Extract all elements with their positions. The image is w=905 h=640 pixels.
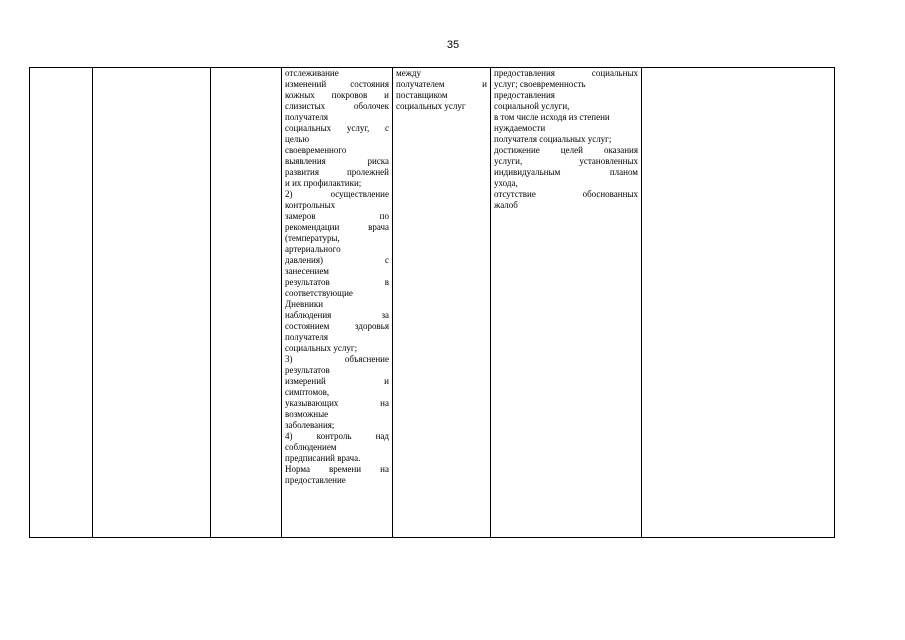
cell-text-line: поставщиком [396, 90, 448, 100]
table-cell-interaction [393, 68, 491, 538]
cell-text-line: занесением [285, 266, 330, 276]
page-number: 35 [446, 39, 460, 51]
cell-text-line: Дневники [285, 299, 324, 309]
table-cell-7 [642, 68, 835, 538]
cell-text-line: индивидуальным планом [494, 167, 638, 177]
cell-text-line: наблюдения за [285, 310, 389, 320]
cell-text-line: получателем и [396, 79, 487, 89]
cell-text-line: рекомендации врача [285, 222, 389, 232]
cell-text-line: контрольных [285, 200, 336, 210]
cell-text-line: социальных услуг; [285, 343, 358, 353]
cell-text-line: соблюдением [285, 442, 337, 452]
cell-text-line: давления) с [285, 255, 389, 265]
cell-text-line: соответствующие [285, 288, 353, 298]
cell-text-line: услуги, установленных [494, 156, 638, 166]
cell-text-line: предоставления [494, 90, 555, 100]
cell-text-line: социальных услуг [396, 101, 466, 111]
cell-text-line: артериального [285, 244, 341, 254]
cell-text-line: и их профилактики; [285, 178, 362, 188]
cell-text-line: целью [285, 134, 310, 144]
cell-text-line: предоставления социальных [494, 68, 638, 78]
cell-text-line: Норма времени на [285, 464, 389, 474]
cell-text-line: слизистых оболочек [285, 101, 389, 111]
cell-text-line: измерений и [285, 376, 389, 386]
cell-text-line: ухода, [494, 178, 518, 188]
cell-text-line: достижение целей оказания [494, 145, 638, 155]
cell-text-line: отсутствие обоснованных [494, 189, 638, 199]
cell-text-line: выявления риска [285, 156, 389, 166]
table-cell-1 [30, 68, 93, 538]
cell-text-line: социальной услуги, [494, 101, 570, 111]
cell-text-line: кожных покровов и [285, 90, 389, 100]
cell-text-line: в том числе исходя из степени [494, 112, 610, 122]
cell-text-line: своевременного [285, 145, 347, 155]
cell-text-line: развития пролежней [285, 167, 389, 177]
cell-text-line: между [396, 68, 421, 78]
cell-text-line: получателя [285, 112, 329, 122]
cell-text-line: отслеживание [285, 68, 339, 78]
cell-text-line: симптомов, [285, 387, 330, 397]
cell-text-line: жалоб [494, 200, 518, 210]
cell-text-line: состоянием здоровья [285, 321, 389, 331]
cell-text-line: предоставление [285, 475, 346, 485]
cell-text-line: социальных услуг, с [285, 123, 389, 133]
services-table [29, 67, 835, 538]
cell-text-line: результатов [285, 365, 330, 375]
table-cell-3 [211, 68, 282, 538]
cell-text-line: нуждаемости [494, 123, 546, 133]
cell-text-line: получателя социальных услуг; [494, 134, 612, 144]
cell-text-line: получателя [285, 332, 329, 342]
cell-text-line: 2) осуществление [285, 189, 389, 199]
cell-text-line: заболевания; [285, 420, 335, 430]
cell-text-line: предписаний врача. [285, 453, 361, 463]
cell-text-line: замеров по [285, 211, 389, 221]
cell-text-line: 3) объяснение [285, 354, 389, 364]
cell-text-line: указывающих на [285, 398, 389, 408]
cell-text-line: услуг; своевременность [494, 79, 586, 89]
table-cell-2 [93, 68, 211, 538]
table-cell-quality-indicators [491, 68, 642, 538]
cell-text-line: (температуры, [285, 233, 340, 243]
cell-text-line: 4) контроль над [285, 431, 389, 441]
table-row [30, 68, 835, 538]
cell-text-line: изменений состояния [285, 79, 389, 89]
table-cell-service-content [282, 68, 393, 538]
cell-text-line: возможные [285, 409, 329, 419]
cell-text-line: результатов в [285, 277, 389, 287]
